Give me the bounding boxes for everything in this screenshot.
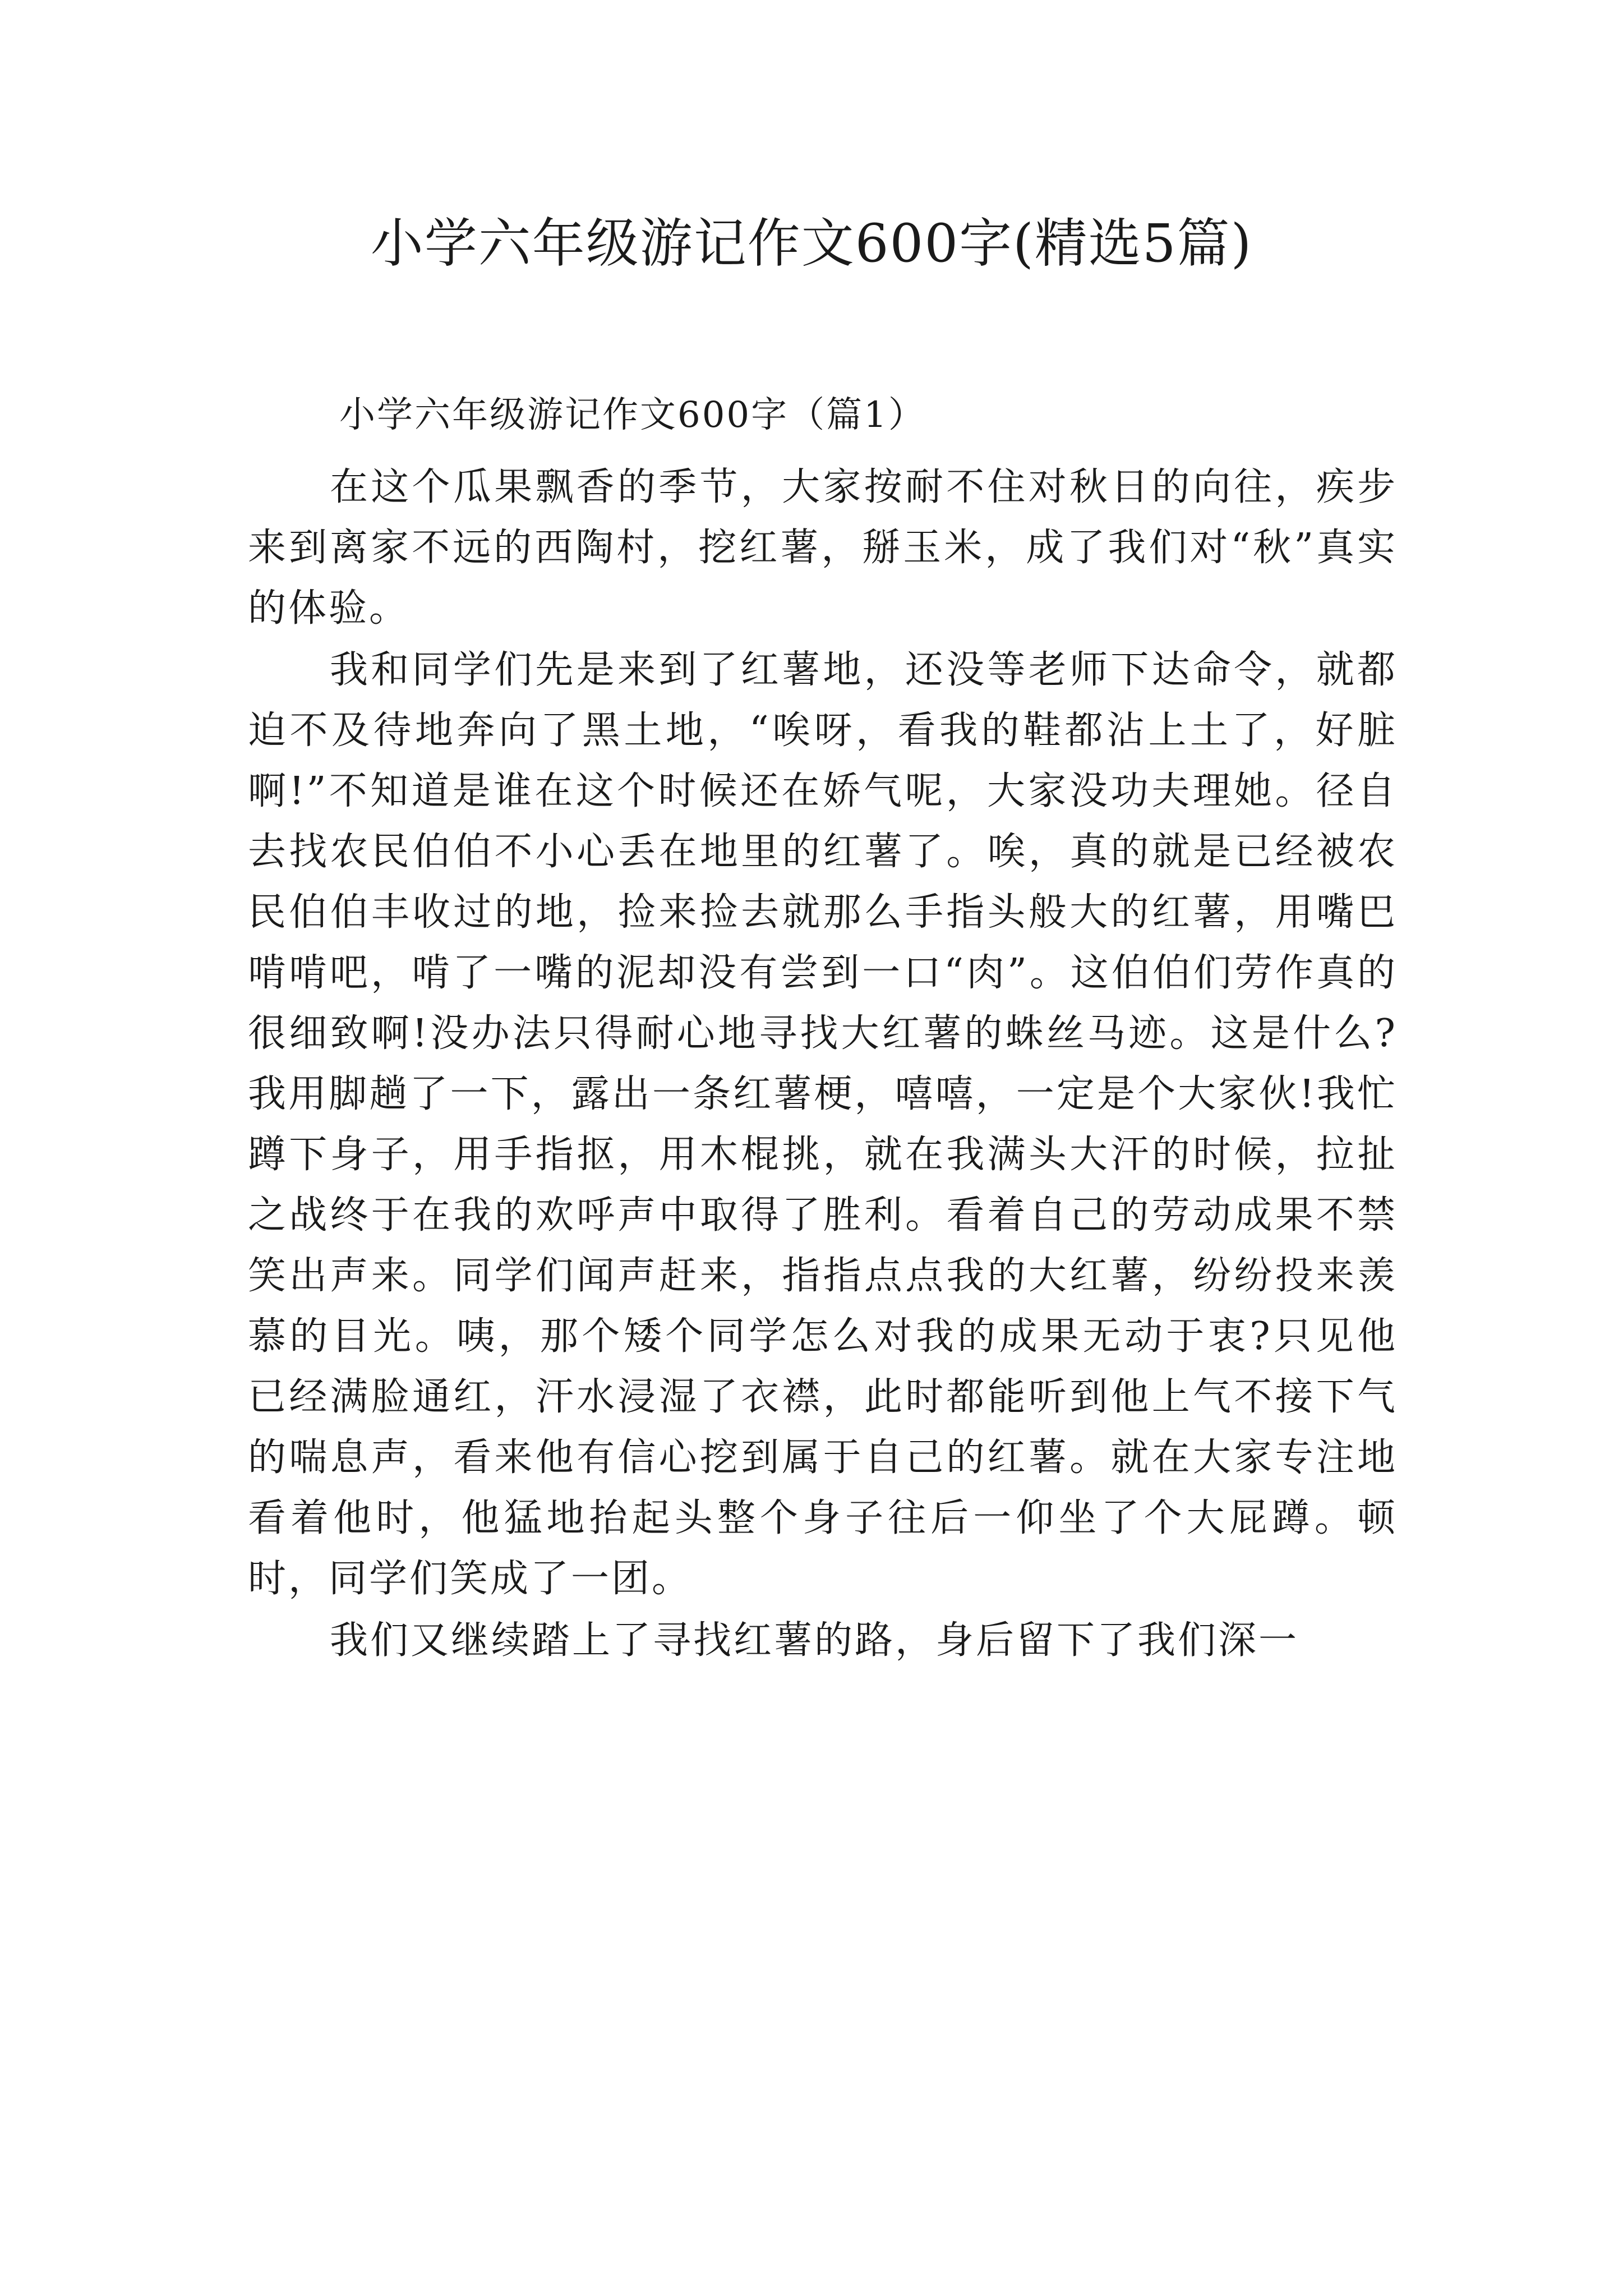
paragraph: 在这个瓜果飘香的季节，大家按耐不住对秋日的向往，疾步来到离家不远的西陶村，挖红薯，掰玉米，成了我们对“秋”真实的体验。 <box>248 465 1398 631</box>
article-body <box>248 457 1398 1672</box>
paragraph: 我和同学们先是来到了红薯地，还没等老师下达命令，就都迫不及待地奔向了黑土地，“唉呀，看我的鞋都沾上土了，好脏啊!”不知道是谁在这个时候还在娇气呢，大家没功夫理她。径自去找农民伯伯不小心丢在地里的红薯了。唉，真的就是已经被农民伯伯丰收过的地，捡来捡去就那么手指头般大的红薯，用嘴巴啃啃吧，啃了一嘴的泥却没有尝到一口“肉”。这伯伯们劳作真的很细致啊!没办法只得耐心地寻找大红薯的蛛丝马迹。这是什么?我用脚趟了一下，露出一条红薯梗，嘻嘻，一定是个大家伙!我忙蹲下身子，用手指抠，用木棍挑，就在我满头大汗的时候，拉扯之战终于在我的欢呼声中取得了胜利。看着自己的劳动成果不禁笑出声来。同学们闻声赶来，指指点点我的大红薯，纷纷投来羡慕的目光。咦，那个矮个同学怎么对我的成果无动于衷?只见他已经满脸通红，汗水浸湿了衣襟，此时都能听到他上气不接下气的喘息声，看来他有信心挖到属于自己的红薯。就在大家专注地看着他时，他猛地抬起头整个身子往后一仰坐了个大屁蹲。顿时，同学们笑成了一团。 <box>248 648 1398 1601</box>
document-title: 小学六年级游记作文600字(精选5篇) <box>370 213 1253 274</box>
section-heading: 小学六年级游记作文600字（篇1） <box>339 394 926 436</box>
paragraph: 我们又继续踏上了寻找红薯的路，身后留下了我们深一 <box>330 1618 1299 1663</box>
